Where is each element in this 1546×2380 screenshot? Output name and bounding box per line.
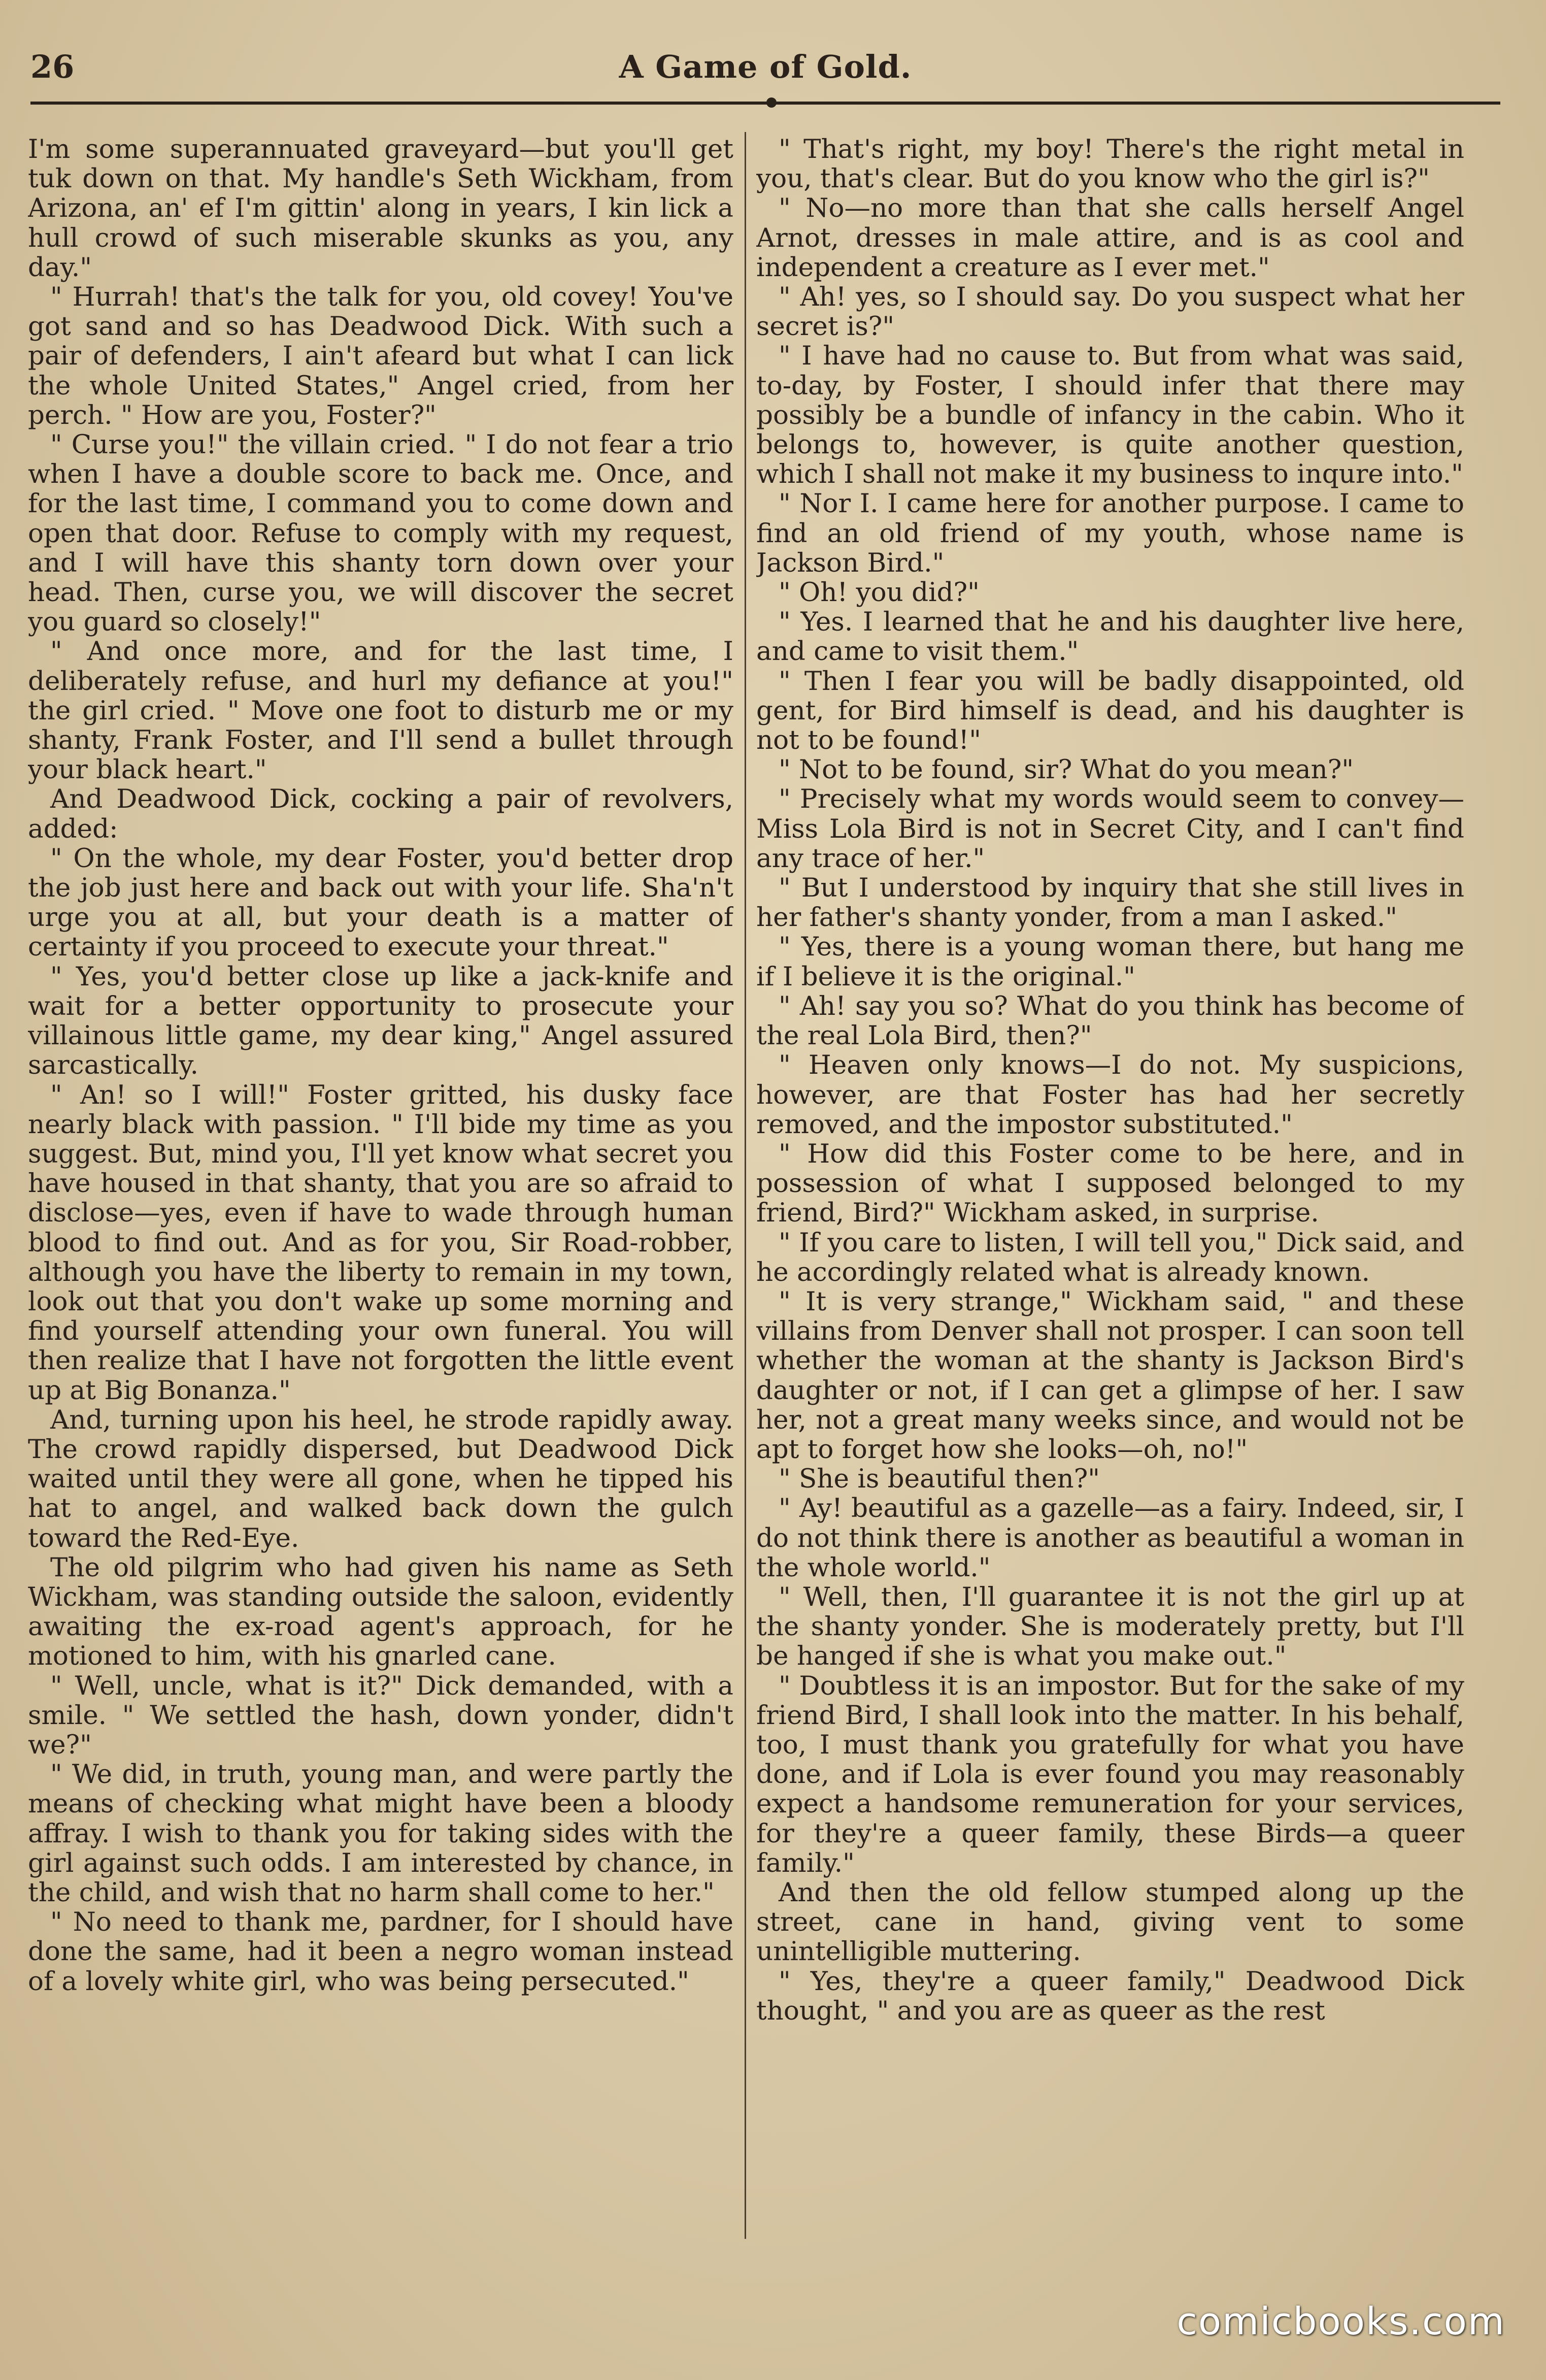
watermark: comicbooks.com [1177,2300,1505,2343]
paragraph: " Precisely what my words would seem to convey—Miss Lola Bird is not in Secret City, and I can't find any trace of her." [756,784,1464,874]
paragraph: " Ah! say you so? What do you think has become of the real Lola Bird, then?" [756,990,1464,1051]
paragraph: " Yes. I learned that he and his daughter live here, and came to visit them." [756,607,1464,667]
paragraph: " If you care to listen, I will tell you," Dick said, and he accordingly related what is already known. [756,1227,1464,1287]
paragraph: " Ah! yes, so I should say. Do you suspect what her secret is?" [756,282,1464,342]
right-column [756,135,1464,2241]
paragraph: " Oh! you did?" [779,577,980,608]
paragraph: " Heaven only knows—I do not. My suspicions, however, are that Foster has had her secretly removed, and the impostor substituted." [756,1050,1464,1140]
paragraph: " Yes, they're a queer family," Deadwood Dick thought, " and you are as queer as the rest [756,1966,1464,2026]
paragraph: " Then I fear you will be badly disappointed, old gent, for Bird himself is dead, and his daughter is not to be found!" [756,666,1464,756]
paragraph: " Curse you!" the villain cried. " I do not fear a trio when I have a double score to back me. Once, and for the last time, I command you to come down and open that door. Refuse to comply with my request, and I will have this shanty torn down over your head. Then, curse you, we will discover the secret you guard so closely!" [28,429,733,638]
paragraph: " Nor I. I came here for another purpose. I came to find an old friend of my youth, whose name is Jackson Bird." [756,488,1464,578]
paragraph: " How did this Foster come to be here, and in possession of what I supposed belonged to my friend, Bird?" Wickham asked, in surprise. [756,1138,1464,1229]
paragraph: " Ay! beautiful as a gazelle—as a fairy. Indeed, sir, I do not think there is another as beautiful a woman in the whole world." [756,1493,1464,1583]
paragraph: The old pilgrim who had given his name as Seth Wickham, was standing outside the saloon, evidently awaiting the ex-road agent's approach, for he motioned to him, with his gnarled cane. [28,1552,733,1672]
paragraph: " Well, uncle, what is it?" Dick demanded, with a smile. " We settled the hash, down yonder, didn't we?" [28,1670,733,1760]
paragraph: " We did, in truth, young man, and were partly the means of checking what might have been a bloody affray. I wish to thank you for taking sides with the girl against such odds. I am interested by chance, in the child, and wish that no harm shall come to her." [28,1759,733,1908]
left-column [28,135,733,2241]
paragraph: " She is beautiful then?" [779,1464,1100,1495]
page-number: 26 [30,48,75,85]
paragraph: " Not to be found, sir? What do you mean?" [779,754,1354,785]
paragraph: " That's right, my boy! There's the right metal in you, that's clear. But do you know who the girl is?" [756,135,1464,194]
paragraph: And then the old fellow stumped along up the street, cane in hand, giving vent to some unintelligible muttering. [756,1877,1464,1967]
column-divider [745,132,746,2239]
header-rule-ornament [766,97,777,108]
paragraph: " It is very strange," Wickham said, " and these villains from Denver shall not prosper. I can soon tell whether the woman at the shanty is Jackson Bird's daughter or not, if I can get a glimpse of her. I saw her, not a great many weeks since, and would not be apt to forget how she looks—oh, no!" [756,1286,1464,1465]
paragraph: " No—no more than that she calls herself Angel Arnot, dresses in male attire, and is as cool and independent a creature as I ever met." [756,193,1464,283]
paragraph: And, turning upon his heel, he strode rapidly away. The crowd rapidly dispersed, but Deadwood Dick waited until they were all gone, when he tipped his hat to angel, and walked back down the gulch toward the Red-Eye. [28,1404,733,1553]
paragraph: " I have had no cause to. But from what was said, to-day, by Foster, I should infer that there may possibly be a bundle of infancy in the cabin. Who it belongs to, however, is quite another question, which I shall not make it my business to inqure into." [756,341,1464,490]
paragraph: " Yes, you'd better close up like a jack-knife and wait for a better opportunity to prosecute your villainous little game, my dear king," Angel assured sarcastically. [28,961,733,1081]
paragraph: " Yes, there is a young woman there, but hang me if I believe it is the original." [756,932,1464,992]
paragraph: And Deadwood Dick, cocking a pair of revolvers, added: [28,784,733,844]
paragraph: " An! so I will!" Foster gritted, his dusky face nearly black with passion. " I'll bide my time as you suggest. But, mind you, I'll yet know what secret you have housed in that shanty, that you are so afraid to disclose—yes, even if have to wade through human blood to find out. And as for you, Sir Road-robber, although you have the liberty to remain in my town, look out that you don't wake up some morning and find yourself attending your own funeral. You will then realize that I have not forgotten the little event up at Big Bonanza." [28,1079,733,1406]
paragraph: " No need to thank me, pardner, for I should have done the same, had it been a negro woman instead of a lovely white girl, who was being persecuted." [28,1907,733,1997]
paragraph: " Well, then, I'll guarantee it is not the girl up at the shanty yonder. She is moderately pretty, but I'll be hanged if she is what you make out." [756,1581,1464,1672]
page-header [30,48,1500,89]
paragraph: " Doubtless it is an impostor. But for the sake of my friend Bird, I shall look into the matter. In his behalf, too, I must thank you gratefully for what you have done, and if Lola is ever found you may reasonably expect a handsome remuneration for your services, for they're a queer family, these Birds—a queer family." [756,1670,1464,1878]
paragraph: " And once more, and for the last time, I deliberately refuse, and hurl my defiance at you!" the girl cried. " Move one foot to disturb me or my shanty, Frank Foster, and I'll send a bullet through your black heart." [28,636,733,785]
paragraph: " Hurrah! that's the talk for you, old covey! You've got sand and so has Deadwood Dick. With such a pair of defenders, I ain't afeard but what I can lick the whole United States," Angel cried, from her perch. " How are you, Foster?" [28,282,733,431]
paragraph: I'm some superannuated graveyard—but you'll get tuk down on that. My handle's Seth Wickham, from Arizona, an' ef I'm gittin' along in years, I kin lick a hull crowd of such miserable skunks as you, any day." [28,135,733,283]
header-rule [30,102,1500,105]
paragraph: " But I understood by inquiry that she still lives in her father's shanty yonder, from a man I asked." [756,873,1464,933]
running-title: A Game of Gold. [619,48,912,85]
paragraph: " On the whole, my dear Foster, you'd better drop the job just here and back out with your life. Sha'n't urge you at all, but your death is a matter of certainty if you proceed to execute your threat." [28,843,733,963]
